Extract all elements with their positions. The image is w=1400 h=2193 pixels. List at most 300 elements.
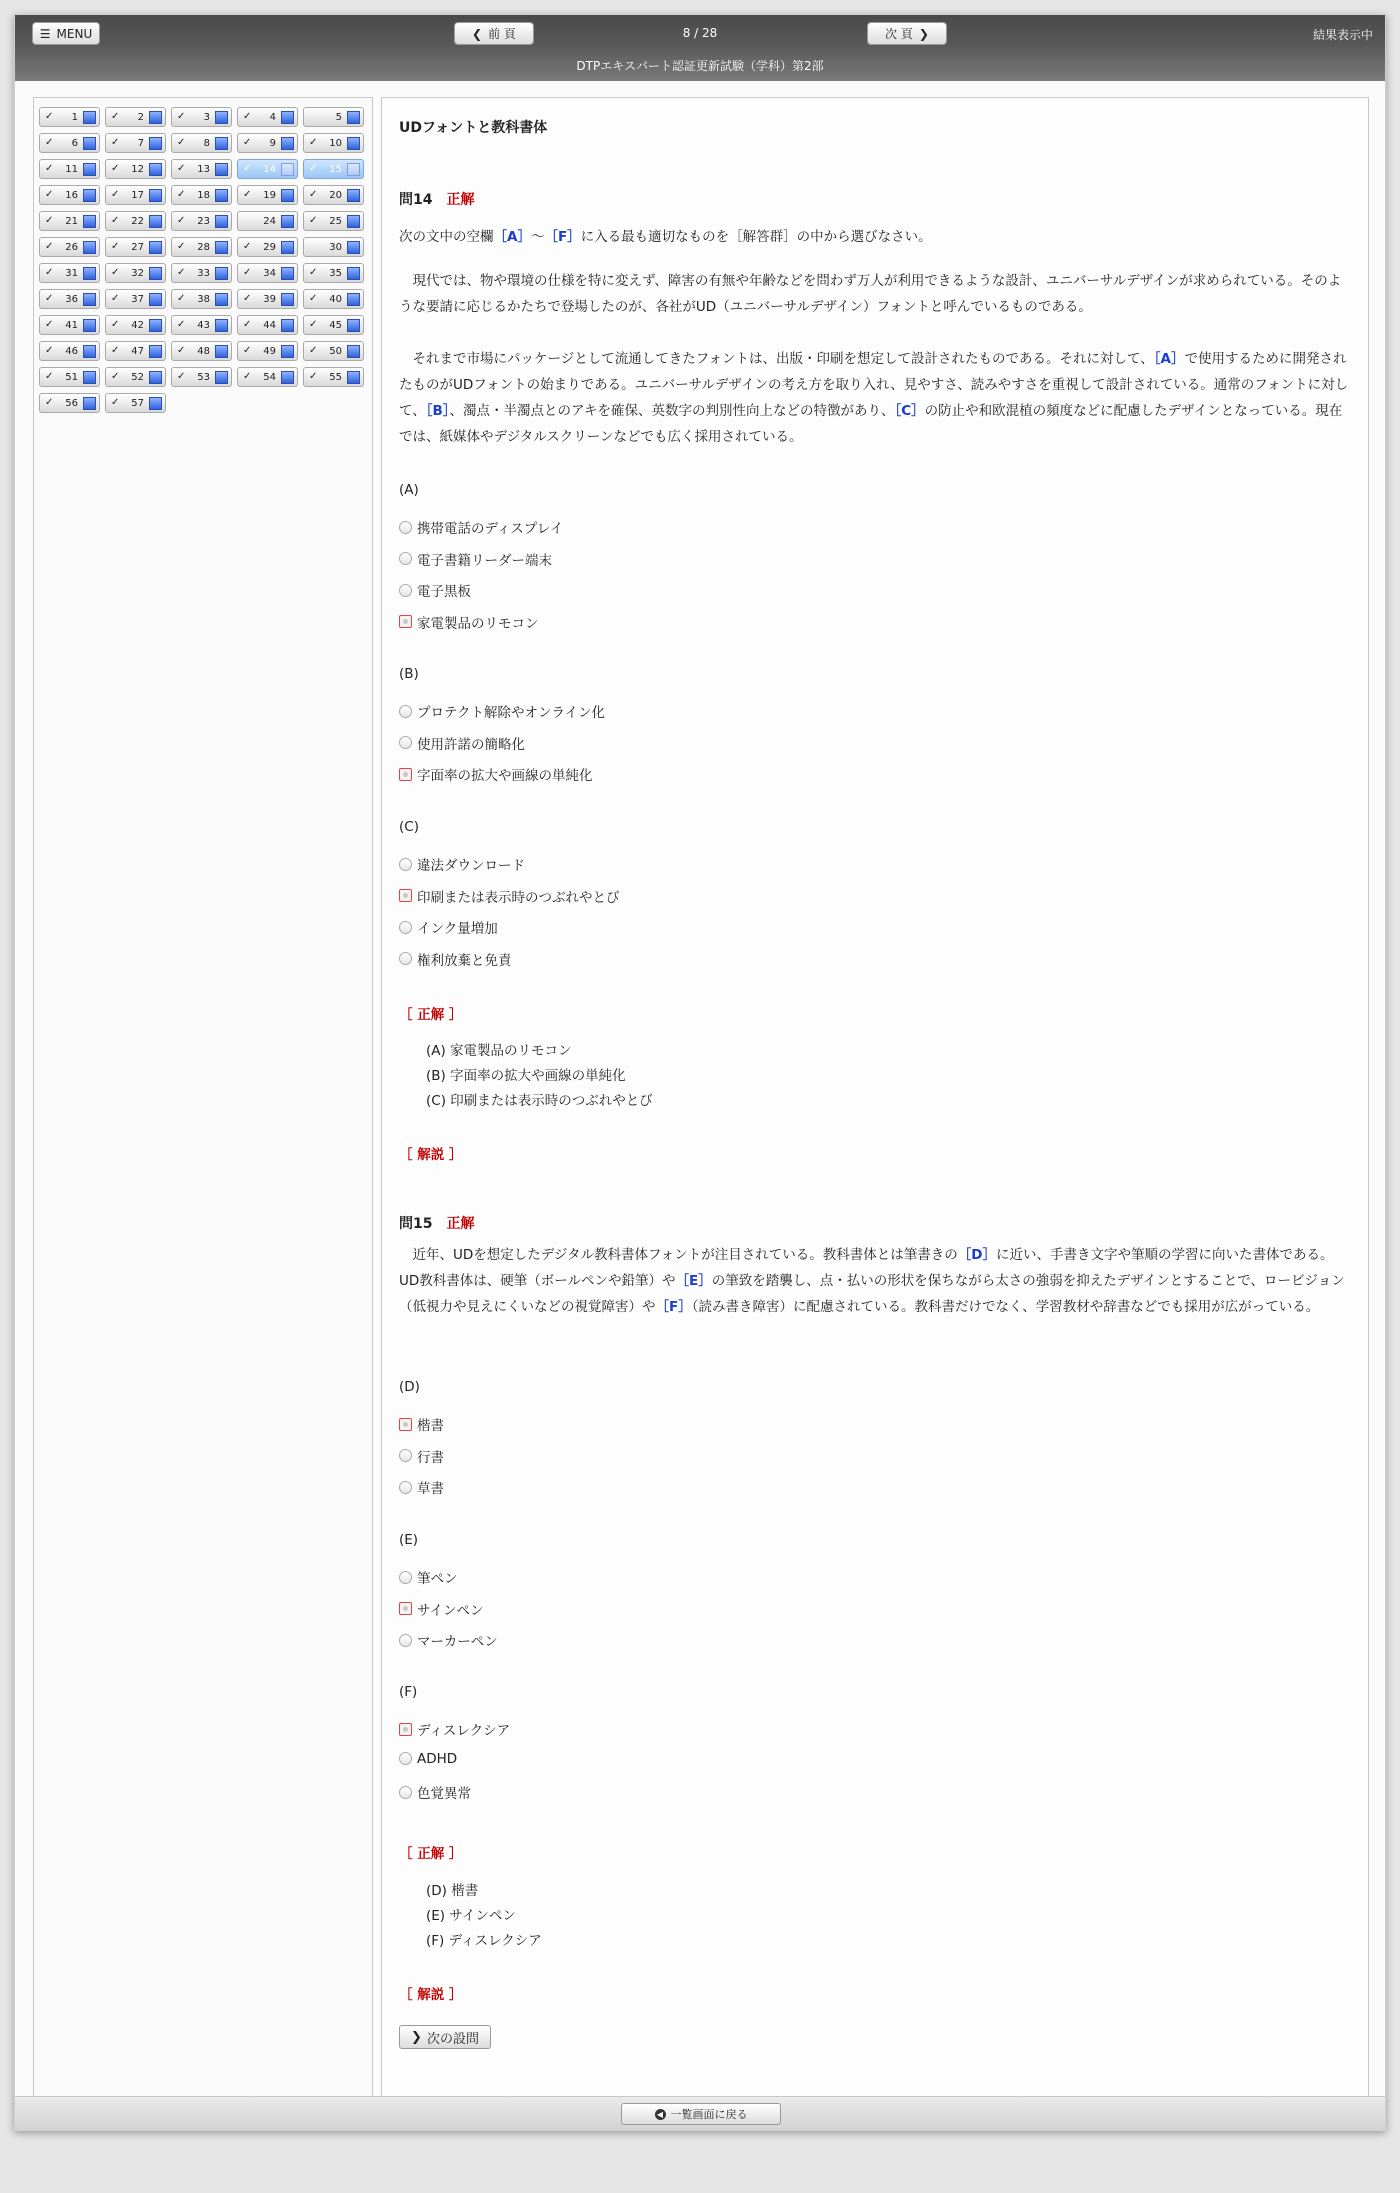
question-nav-button[interactable] [171,341,232,361]
hamburger-icon: ☰ [39,26,51,41]
choice-option-label: 印刷または表示時のつぶれやとび [417,889,620,906]
radio-button[interactable] [399,1786,412,1799]
question-number: 2 [137,112,144,123]
choice-group-label: (C) [399,819,419,835]
exam-window [14,14,1386,2131]
question-nav-button[interactable] [303,341,364,361]
choice-option-label: 字面率の拡大や画線の単純化 [417,768,593,784]
check-icon: ✓ [177,293,186,304]
check-icon: ✓ [243,319,252,330]
question-nav-button[interactable] [303,367,364,387]
q14-instruction [399,225,932,245]
circle-arrow-left-icon: ◀ [655,2109,666,2120]
question-grid [39,107,371,413]
radio-button[interactable] [399,1481,412,1494]
answer-line: (A) 家電製品のリモコン [426,1043,572,1059]
question-nav-button[interactable] [105,237,166,257]
q14-status: 正解 [446,192,475,208]
question-number: 42 [131,320,144,331]
check-icon: ✓ [45,293,54,304]
radio-button[interactable] [399,1449,412,1462]
choice-option[interactable] [399,517,563,537]
back-to-list-label: 一覧画面に戻る [670,2108,748,2121]
question-number: 12 [131,164,144,175]
question-nav-button[interactable] [237,367,298,387]
answered-marker-icon [149,319,162,332]
question-nav-button[interactable] [171,211,232,231]
question-nav-button[interactable] [105,393,166,413]
question-nav-button[interactable] [303,107,364,127]
question-number: 9 [269,138,276,149]
question-number: 14 [263,164,276,175]
question-nav-button[interactable] [105,341,166,361]
q15-status: 正解 [446,1216,475,1232]
blank-token: ［E］ [675,1273,712,1289]
next-question-button[interactable] [399,2025,491,2049]
radio-button[interactable] [399,736,412,749]
answered-marker-icon [149,111,162,124]
question-nav-button[interactable] [303,159,364,179]
answered-marker-icon [149,293,162,306]
question-number: 56 [65,398,78,409]
check-icon: ✓ [177,163,186,174]
question-number: 38 [197,294,210,305]
choice-option-label: サインペン [417,1602,484,1619]
choice-option[interactable] [399,612,539,632]
check-icon: ✓ [177,137,186,148]
answered-marker-icon [149,241,162,254]
question-nav-button[interactable] [39,263,100,283]
question-number: 44 [263,320,276,331]
question-number: 34 [263,268,276,279]
answered-marker-icon [215,241,228,254]
answered-marker-icon [83,189,96,202]
answered-marker-icon [83,345,96,358]
question-number: 11 [65,164,78,175]
check-icon: ✓ [111,137,120,148]
blank-token: ［A］ [493,229,531,245]
question-number: 16 [65,190,78,201]
question-number: 19 [263,190,276,201]
q14-header [399,189,474,209]
choice-option-label: 家電製品のリモコン [417,615,539,632]
check-icon: ✓ [309,267,318,278]
para-text: （読み書き障害）に配慮されている。教科書だけでなく、学習教材や辞書などでも採用が広がっている。 [691,1299,1320,1315]
check-icon: ✓ [243,293,252,304]
answered-marker-icon [281,319,294,332]
answered-marker-icon [83,293,96,306]
question-nav-button[interactable] [171,367,232,387]
q15-label: 問15 [399,1216,433,1232]
check-icon: ✓ [45,189,54,200]
check-icon: ✓ [45,111,54,122]
check-icon: ✓ [243,371,252,382]
answered-marker-icon [149,215,162,228]
question-number: 48 [197,346,210,357]
question-nav-button[interactable] [237,341,298,361]
answered-marker-icon [83,267,96,280]
question-nav-button[interactable] [105,263,166,283]
question-nav-button[interactable] [39,315,100,335]
check-icon: ✓ [45,163,54,174]
choice-option[interactable] [399,886,620,906]
choice-option[interactable] [399,733,525,753]
radio-button[interactable] [399,1602,412,1615]
q14-answer-title: ［ 正解 ］ [399,1007,463,1023]
answered-marker-icon [347,215,360,228]
choice-option[interactable] [399,549,552,569]
question-nav-button[interactable] [39,367,100,387]
para-text: で使用するために開発されたものがUDフォントの始まりである。ユニバーサルデザインの考え方を取り入れ、見やすさ、読みやすさを重視して設計されている。通常のフォントに対して、 [399,351,1349,419]
answered-marker-icon [83,215,96,228]
answered-marker-icon [347,137,360,150]
question-nav-button[interactable] [303,237,364,257]
choice-option-label: 楷書 [417,1418,444,1434]
question-nav-button[interactable] [303,133,364,153]
check-icon: ✓ [177,267,186,278]
question-nav-button[interactable] [303,315,364,335]
choice-option[interactable] [399,1751,457,1767]
question-nav-button[interactable] [39,289,100,309]
answered-marker-icon [215,319,228,332]
check-icon: ✓ [177,111,186,122]
answered-marker-icon [281,215,294,228]
question-nav-button[interactable] [105,133,166,153]
question-panel [381,97,1369,2110]
question-nav-button[interactable] [237,185,298,205]
answered-marker-icon [215,111,228,124]
check-icon: ✓ [111,267,120,278]
question-number: 40 [329,294,342,305]
question-nav-button[interactable] [237,315,298,335]
choice-option[interactable] [399,949,512,969]
section-title: UDフォントと教科書体 [399,120,548,136]
check-icon: ✓ [111,215,120,226]
radio-button[interactable] [399,1634,412,1647]
question-nav-button[interactable] [303,263,364,283]
choice-option-label: インク量増加 [417,921,498,937]
choice-option[interactable] [399,917,498,937]
answered-marker-icon [149,163,162,176]
question-nav-button[interactable] [105,367,166,387]
answered-marker-icon [215,293,228,306]
answered-marker-icon [83,241,96,254]
question-number: 17 [131,190,144,201]
radio-button[interactable] [399,552,412,565]
question-nav-button[interactable] [171,315,232,335]
choice-option-label: マーカーペン [417,1634,498,1650]
question-number: 1 [71,112,78,123]
check-icon: ✓ [309,189,318,200]
radio-button[interactable] [399,1418,412,1431]
answered-marker-icon [281,137,294,150]
question-nav-button[interactable] [171,237,232,257]
q15-answer-title: ［ 正解 ］ [399,1846,463,1862]
question-nav-button[interactable] [171,185,232,205]
blank-token: ［C］ [894,403,925,419]
question-nav-button[interactable] [171,159,232,179]
question-number: 35 [329,268,342,279]
question-nav-button[interactable] [237,159,298,179]
answered-marker-icon [149,137,162,150]
question-nav-button[interactable] [39,133,100,153]
answered-marker-icon [347,345,360,358]
choice-group-label: (D) [399,1379,420,1395]
question-nav-button[interactable] [105,315,166,335]
radio-button[interactable] [399,1752,412,1765]
choice-option[interactable] [399,1719,510,1739]
answered-marker-icon [215,267,228,280]
radio-button[interactable] [399,952,412,965]
answered-marker-icon [215,345,228,358]
para-text: に近い、手書き文字や筆順の学習に向いた書体である。UD教科書体は、硬筆（ボールペンや鉛筆）や [399,1247,1334,1289]
answer-line: (B) 字面率の拡大や画線の単純化 [426,1068,626,1084]
check-icon: ✓ [309,345,318,356]
question-number: 23 [197,216,210,227]
radio-button[interactable] [399,889,412,902]
question-nav-button[interactable] [237,289,298,309]
answered-marker-icon [281,241,294,254]
question-number: 49 [263,346,276,357]
question-nav-button[interactable] [39,341,100,361]
check-icon: ✓ [177,319,186,330]
question-nav-button[interactable] [39,159,100,179]
check-icon: ✓ [45,345,54,356]
question-nav-button[interactable] [303,289,364,309]
answered-marker-icon [281,111,294,124]
answered-marker-icon [347,371,360,384]
answered-marker-icon [281,345,294,358]
check-icon: ✓ [243,163,252,174]
check-icon: ✓ [45,267,54,278]
check-icon: ✓ [45,319,54,330]
question-number: 51 [65,372,78,383]
choice-option-label: ADHD [417,1750,458,1767]
answered-marker-icon [281,267,294,280]
answered-marker-icon [83,111,96,124]
blank-token: ［D］ [957,1247,997,1263]
question-number: 27 [131,242,144,253]
question-number: 4 [269,112,276,123]
choice-option[interactable] [399,1567,458,1587]
check-icon: ✓ [177,345,186,356]
answered-marker-icon [215,163,228,176]
check-icon: ✓ [111,111,120,122]
chevron-right-icon: ❯ [918,26,929,41]
question-number: 32 [131,268,144,279]
check-icon: ✓ [309,319,318,330]
next-question-label: 次の設問 [426,2031,479,2047]
check-icon: ✓ [111,293,120,304]
choice-option-label: 電子書籍リーダー端末 [417,552,552,569]
check-icon: ✓ [111,189,120,200]
choice-option-label: 草書 [417,1481,444,1497]
prev-page-label: 前 頁 [488,27,516,41]
radio-button[interactable] [399,584,412,597]
check-icon: ✓ [309,215,318,226]
check-icon: ✓ [309,163,318,174]
choice-option[interactable] [399,764,593,784]
question-nav-button[interactable] [105,289,166,309]
next-page-button[interactable] [867,22,947,45]
question-nav-button[interactable] [105,107,166,127]
choice-option[interactable] [399,1630,498,1650]
check-icon: ✓ [177,215,186,226]
question-number: 41 [65,320,78,331]
menu-label: MENU [56,26,93,41]
check-icon: ✓ [45,137,54,148]
question-nav-button[interactable] [39,237,100,257]
question-nav-button[interactable] [237,263,298,283]
question-nav-button[interactable] [171,107,232,127]
question-number: 50 [329,346,342,357]
choice-option-label: 違法ダウンロード [417,858,525,874]
check-icon: ✓ [45,397,54,408]
choice-option[interactable] [399,1414,444,1434]
question-number: 57 [131,398,144,409]
instruction-text: に入る最も適切なものを［解答群］の中から選びなさい。 [580,229,932,245]
question-nav-button[interactable] [39,211,100,231]
radio-button[interactable] [399,768,412,781]
answered-marker-icon [281,293,294,306]
check-icon: ✓ [111,319,120,330]
question-nav-button[interactable] [171,289,232,309]
answered-marker-icon [281,163,294,176]
q14-label: 問14 [399,192,433,208]
answered-marker-icon [347,189,360,202]
question-nav-button[interactable] [303,211,364,231]
check-icon: ✓ [243,111,252,122]
check-icon: ✓ [243,137,252,148]
question-nav-button[interactable] [237,237,298,257]
answered-marker-icon [215,215,228,228]
answer-line: (D) 楷書 [426,1883,479,1899]
radio-button[interactable] [399,858,412,871]
choice-option-label: ディスレクシア [417,1723,511,1739]
choice-option[interactable] [399,580,471,600]
check-icon: ✓ [309,137,318,148]
page-indicator: 8 / 28 [682,26,718,40]
question-nav-button[interactable] [105,159,166,179]
radio-button[interactable] [399,921,412,934]
question-number: 6 [71,138,78,149]
check-icon: ✓ [111,163,120,174]
question-number: 29 [263,242,276,253]
question-number: 46 [65,346,78,357]
question-number: 28 [197,242,210,253]
question-nav-button[interactable] [105,211,166,231]
radio-button[interactable] [399,1571,412,1584]
question-nav-button[interactable] [237,133,298,153]
answered-marker-icon [347,241,360,254]
top-bar [15,15,1385,81]
choice-option[interactable] [399,854,525,874]
bottom-bar [15,2096,1385,2130]
answered-marker-icon [149,345,162,358]
next-page-label: 次 頁 [885,27,913,41]
choice-option[interactable] [399,1782,471,1802]
answered-marker-icon [83,137,96,150]
answered-marker-icon [215,189,228,202]
blank-token: ［B］ [425,403,450,419]
menu-button[interactable] [32,22,100,45]
answered-marker-icon [347,267,360,280]
radio-button[interactable] [399,705,412,718]
back-to-list-button[interactable] [621,2103,781,2125]
question-nav-button[interactable] [237,107,298,127]
question-nav-button[interactable] [237,211,298,231]
choice-group-label: (A) [399,482,419,498]
para-text: それまで市場にパッケージとして流通してきたフォントは、出版・印刷を想定して設計されたものである。それに対して、 [412,351,1154,367]
answered-marker-icon [215,137,228,150]
q14-paragraph-2 [399,346,1351,450]
answered-marker-icon [83,319,96,332]
chevron-right-icon: ❯ [411,2029,422,2045]
question-number: 36 [65,294,78,305]
instruction-text: 次の文中の空欄 [399,229,494,245]
check-icon: ✓ [45,241,54,252]
radio-button[interactable] [399,521,412,534]
question-number: 43 [197,320,210,331]
answered-marker-icon [347,163,360,176]
check-icon: ✓ [243,241,252,252]
choice-option[interactable] [399,701,605,721]
question-nav-button[interactable] [303,185,364,205]
question-nav-button[interactable] [39,185,100,205]
question-nav-button[interactable] [171,133,232,153]
question-nav-button[interactable] [105,185,166,205]
choice-option[interactable] [399,1599,484,1619]
check-icon: ✓ [177,189,186,200]
question-number: 47 [131,346,144,357]
answered-marker-icon [347,293,360,306]
answered-marker-icon [83,371,96,384]
question-number: 10 [329,138,342,149]
question-number: 33 [197,268,210,279]
q14-paragraph-1: 現代では、物や環境の仕様を特に変えず、障害の有無や年齢などを問わず万人が利用できるような設計、ユニバーサルデザインが求められている。そのような要請に応じるかたちで登場したのが、各社がUD（ユニバーサルデザイン）フォントと呼んでいるものである。 [399,273,1342,315]
question-number: 21 [65,216,78,227]
prev-page-button[interactable] [454,22,534,45]
radio-button[interactable] [399,615,412,628]
question-number: 18 [197,190,210,201]
radio-button[interactable] [399,1723,412,1736]
choice-option[interactable] [399,1477,444,1497]
choice-option-label: 色覚異常 [417,1786,471,1802]
question-number: 15 [329,164,342,175]
answer-line: (C) 印刷または表示時のつぶれやとび [426,1093,653,1109]
answered-marker-icon [215,371,228,384]
question-nav-button[interactable] [171,263,232,283]
question-nav-button[interactable] [39,107,100,127]
choice-group-label: (B) [399,666,419,682]
check-icon: ✓ [111,241,120,252]
answered-marker-icon [281,189,294,202]
choice-option-label: 行書 [417,1449,444,1466]
question-number: 52 [131,372,144,383]
choice-option-label: 筆ペン [417,1571,458,1587]
question-number: 7 [137,138,144,149]
check-icon: ✓ [243,267,252,278]
question-number: 5 [335,112,342,123]
question-nav-button[interactable] [39,393,100,413]
choice-option[interactable] [399,1446,444,1466]
question-number: 31 [65,268,78,279]
answered-marker-icon [149,189,162,202]
para-text: 近年、UDを想定したデジタル教科書体フォントが注目されている。教科書体とは筆書きの [412,1247,958,1263]
answered-marker-icon [149,371,162,384]
q15-explanation-title: ［ 解説 ］ [399,1987,463,2003]
question-number: 55 [329,372,342,383]
